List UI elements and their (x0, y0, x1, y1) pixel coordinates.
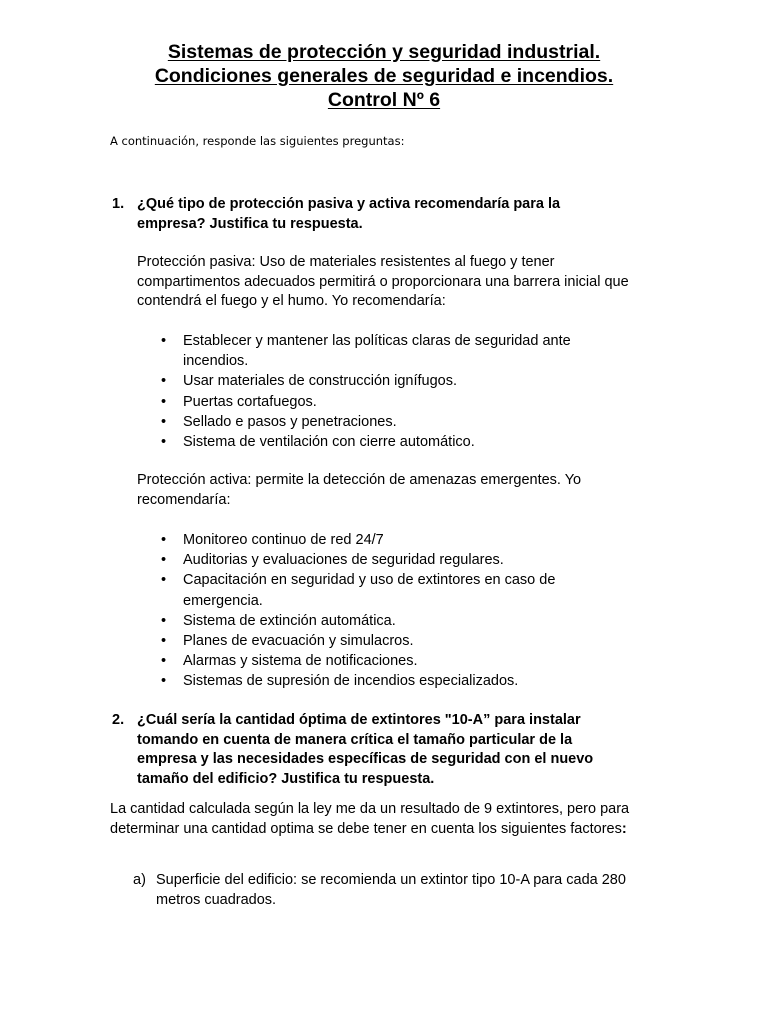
bullet-icon: • (161, 572, 167, 589)
list-item: • Auditorias y evaluaciones de seguridad regulares. (137, 550, 637, 570)
list-item: • Puertas cortafuegos. (137, 392, 637, 412)
question-2-answer-paragraph: La cantidad calculada según la ley me da un resultado de 9 extintores, pero para determinar una cantidad optima se debe tener en cuenta los siguientes factores: (110, 801, 630, 837)
title-line-3: Control Nº 6 (327, 89, 441, 111)
passive-protection-paragraph: Protección pasiva: Uso de materiales resistentes al fuego y tener compartimentos adecuados permitirá o proporcionara una barrera inicial que contendrá el fuego y el humo. Yo recomendaría: (137, 254, 629, 309)
factor-item-a (133, 871, 653, 910)
bullet-icon: • (161, 552, 167, 569)
answer-colon: : (621, 820, 627, 837)
question-2 (110, 711, 620, 789)
question-2-number: 2. (112, 712, 125, 728)
list-item: • Capacitación en seguridad y uso de extintores en caso de emergencia. (161, 572, 556, 609)
passive-protection-list (137, 331, 637, 452)
question-1-number: 1. (112, 196, 125, 212)
active-protection-paragraph: Protección activa: permite la detección de amenazas emergentes. Yo recomendaría: (137, 472, 582, 508)
bullet-icon: • (161, 393, 167, 410)
bullet-icon: • (161, 673, 167, 690)
list-item: • Usar materiales de construcción ignífugos. (137, 371, 637, 391)
bullet-icon: • (161, 333, 167, 349)
list-item: • Sistema de extinción automática. (137, 611, 637, 631)
bullet-icon: • (161, 633, 167, 650)
list-item: • Planes de evacuación y simulacros. (137, 631, 637, 651)
question-1-text: ¿Qué tipo de protección pasiva y activa recomendaría para la empresa? Justifica tu respuesta. (137, 196, 561, 232)
title-line-2: Condiciones generales de seguridad e incendios. (154, 65, 614, 87)
list-item: • Establecer y mantener las políticas claras de seguridad ante incendios. (161, 333, 571, 370)
list-item: • Sistema de ventilación con cierre automático. (137, 432, 637, 452)
active-protection-list (137, 530, 637, 692)
bullet-icon: • (161, 373, 167, 390)
list-item: • Sellado e pasos y penetraciones. (137, 412, 637, 432)
intro-text: A continuación, responde las siguientes preguntas: (110, 134, 405, 148)
title-line-1: Sistemas de protección y seguridad industrial. (167, 41, 601, 63)
bullet-icon: • (161, 612, 167, 629)
bullet-icon: • (161, 532, 167, 548)
bullet-icon: • (161, 653, 167, 670)
document-title (0, 40, 768, 112)
question-2-text: ¿Cuál sería la cantidad óptima de extintores "10-A” para instalar tomando en cuenta de manera crítica el tamaño particular de la empresa y las necesidades específicas de seguridad con el nuevo tamaño del edificio? Justifica tu respuesta. (137, 712, 594, 787)
factor-text: Superficie del edificio: se recomienda un extintor tipo 10-A para cada 280 metros cuadrados. (156, 872, 626, 908)
bullet-icon: • (161, 413, 167, 430)
bullet-icon: • (161, 434, 167, 451)
question-1 (110, 195, 630, 234)
list-item: • Sistemas de supresión de incendios especializados. (137, 671, 637, 691)
list-item: • Monitoreo continuo de red 24/7 (137, 530, 637, 550)
list-item: • Alarmas y sistema de notificaciones. (137, 651, 637, 671)
factor-letter: a) (133, 872, 146, 888)
